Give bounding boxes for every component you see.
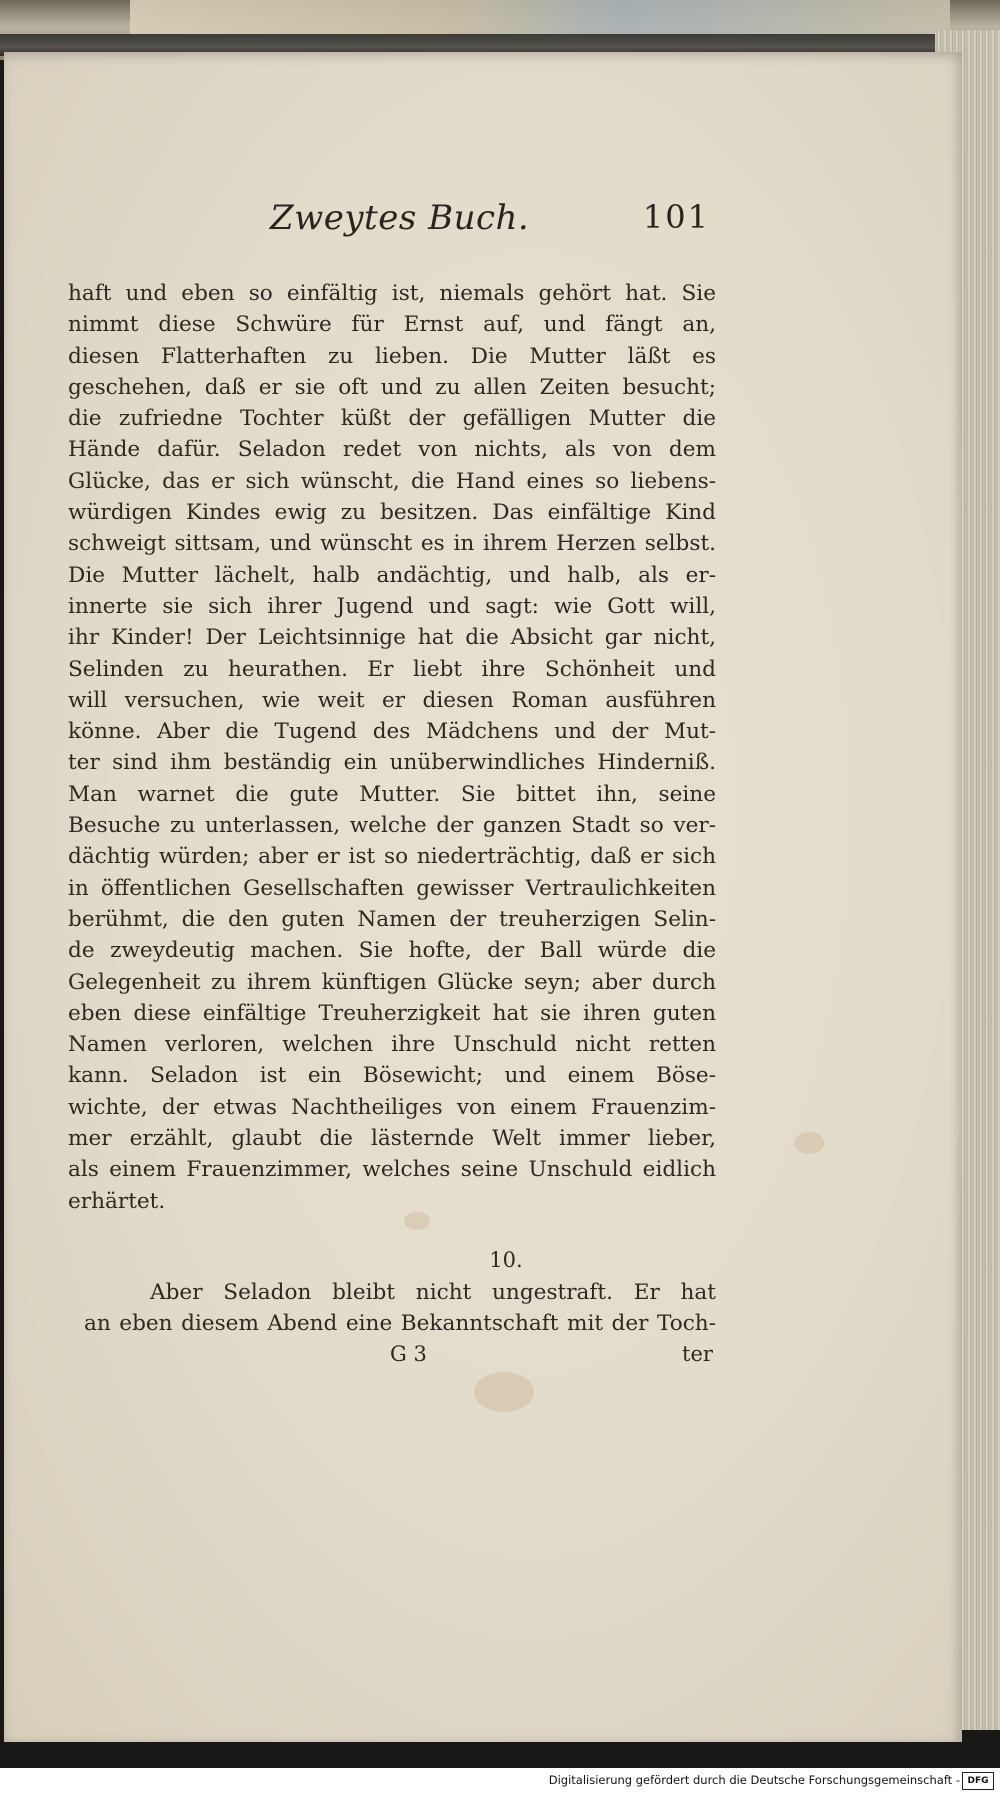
text-line: Namen verloren, welchen ihre Unschuld nicht retten	[68, 1032, 716, 1058]
text-line: Aber Seladon bleibt nicht ungestraft. Er hat	[150, 1280, 716, 1305]
text-line: könne. Aber die Tugend des Mädchens und der Mut-	[68, 719, 716, 745]
text-line: erhärtet.	[68, 1188, 166, 1214]
text-line: Gelegenheit zu ihrem künftigen Glücke seyn; aber durch	[68, 969, 716, 995]
text-line: geschehen, daß er sie oft und zu allen Zeiten besucht;	[68, 374, 716, 400]
dfg-logo-icon: DFG	[962, 1772, 994, 1790]
text-line: Besuche zu unterlassen, welche der ganzen Stadt so ver-	[68, 813, 716, 839]
text-line: Glücke, das er sich wünscht, die Hand eines so liebens-	[68, 468, 716, 494]
text-line: schweigt sittsam, und wünscht es in ihrem Herzen selbst.	[68, 531, 716, 557]
funding-credit: Digitalisierung gefördert durch die Deutsche Forschungsgemeinschaft -	[548, 1773, 960, 1787]
catchword: ter	[682, 1342, 713, 1366]
text-line: kann. Seladon ist ein Bösewicht; und einem Böse-	[68, 1063, 716, 1089]
section-text	[84, 1276, 716, 1339]
text-line: Hände dafür. Seladon redet von nichts, als von dem	[68, 437, 716, 463]
text-line: Man warnet die gute Mutter. Sie bittet ihn, seine	[68, 781, 716, 807]
text-line: Die Mutter lächelt, halb andächtig, und halb, als er-	[68, 562, 716, 588]
text-line: an eben diesem Abend eine Bekanntschaft mit der Toch-	[84, 1311, 716, 1337]
text-line: eben diese einfältige Treuherzigkeit hat sie ihren guten	[68, 1000, 716, 1026]
text-line: die zufriedne Tochter küßt der gefälligen Mutter die	[68, 406, 716, 432]
text-line: Selinden zu heurathen. Er liebt ihre Schönheit und	[68, 656, 716, 682]
text-line: innerte sie sich ihrer Jugend und sagt: wie Gott will,	[68, 593, 716, 619]
text-line: diesen Flatterhaften zu lieben. Die Mutter läßt es	[68, 343, 716, 369]
signature-mark: G 3	[390, 1342, 427, 1366]
section-number: 10.	[489, 1248, 523, 1272]
text-line: dächtig würden; aber er ist so niederträchtig, daß er sich	[68, 844, 716, 870]
text-line: mer erzählt, glaubt die lästernde Welt immer lieber,	[68, 1126, 716, 1152]
footer-bar	[0, 1768, 1000, 1795]
text-line: als einem Frauenzimmer, welches seine Unschuld eidlich	[68, 1157, 716, 1183]
page-number: 101	[642, 198, 710, 236]
text-line: würdigen Kindes ewig zu besitzen. Das einfältige Kind	[68, 500, 716, 526]
paper-stain	[794, 1132, 824, 1154]
text-line: nimmt diese Schwüre für Ernst auf, und fängt an,	[68, 312, 716, 338]
text-line: wichte, der etwas Nachtheiliges von einem Frauenzim-	[68, 1094, 716, 1120]
text-line: haft und eben so einfältig ist, niemals gehört hat. Sie	[68, 281, 716, 306]
running-head	[270, 198, 710, 248]
text-line: berühmt, die den guten Namen der treuherzigen Selin-	[68, 906, 716, 932]
text-line: will versuchen, wie weit er diesen Roman ausführen	[68, 687, 716, 713]
text-line: in öffentlichen Gesellschaften gewisser Vertraulichkeiten	[68, 875, 716, 901]
text-line: ter sind ihm beständig ein unüberwindliches Hinderniß.	[68, 750, 716, 776]
text-line: de zweydeutig machen. Sie hofte, der Ball würde die	[68, 938, 716, 964]
running-head-title: Zweytes Buch.	[270, 198, 530, 238]
text-line: ihr Kinder! Der Leichtsinnige hat die Absicht gar nicht,	[68, 625, 716, 651]
paper-stain	[474, 1372, 534, 1412]
body-text	[68, 278, 716, 1217]
